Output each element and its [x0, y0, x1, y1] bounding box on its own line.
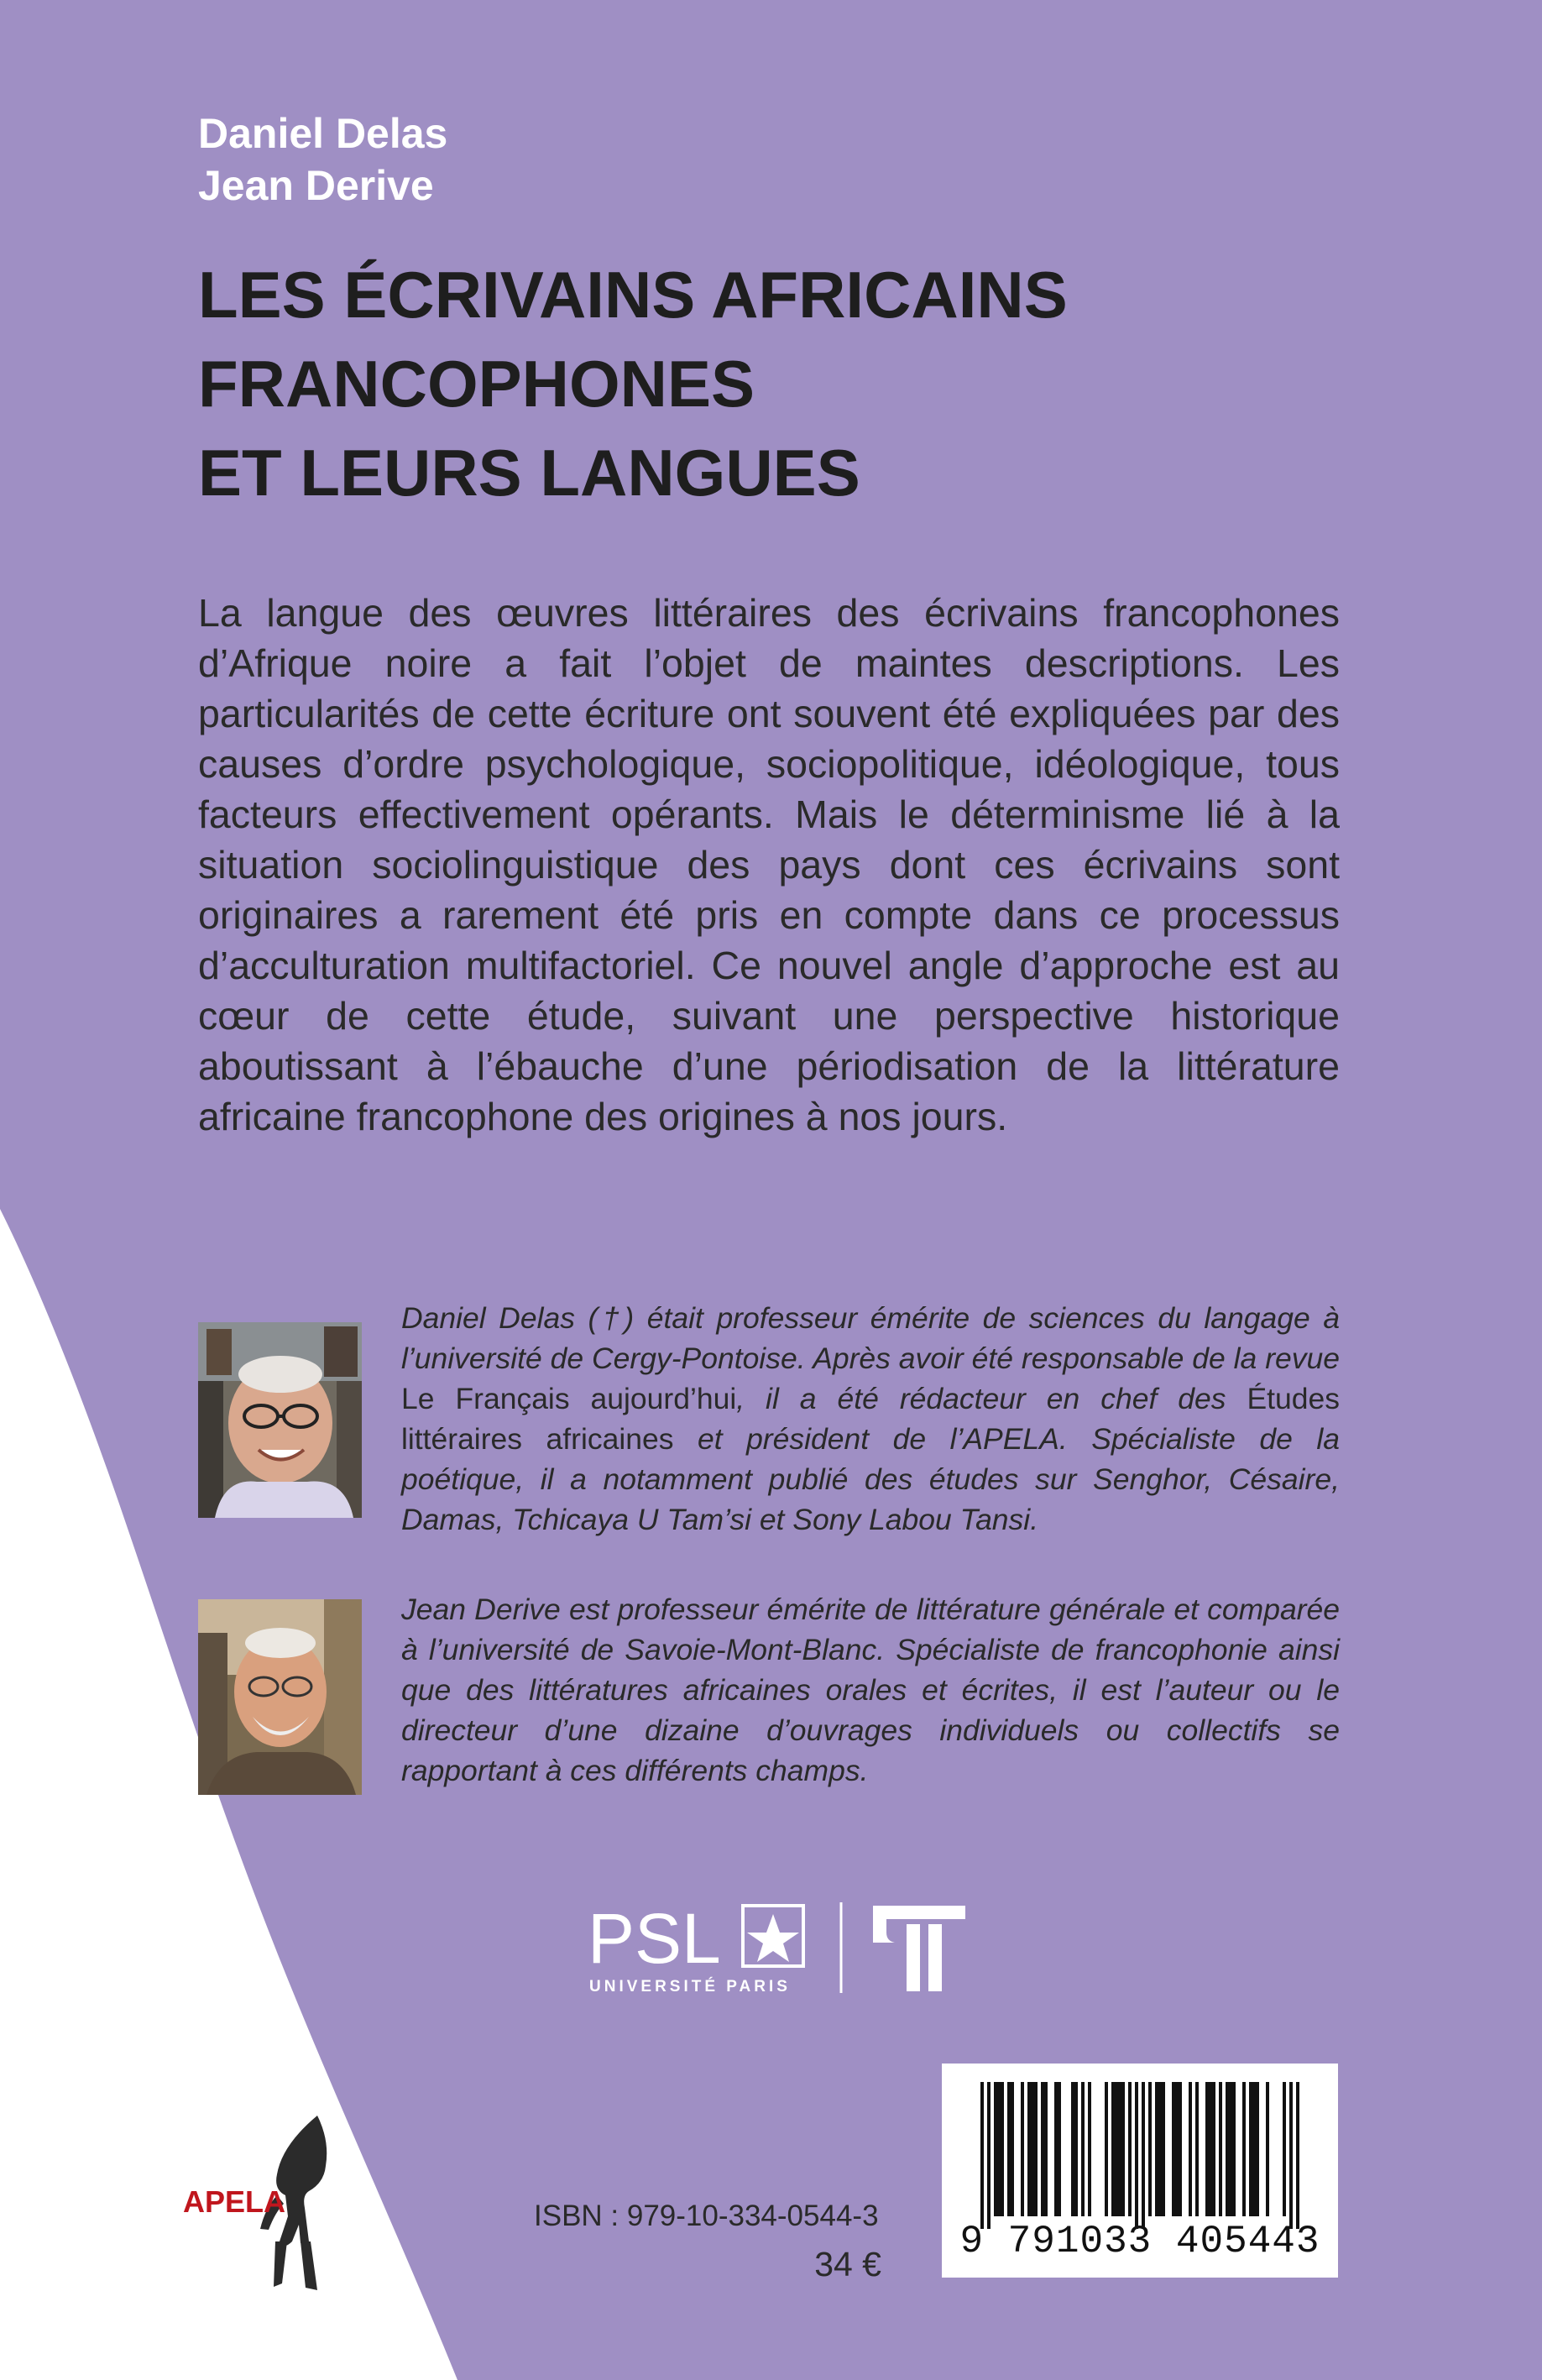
barcode-bar [980, 2082, 984, 2229]
book-title [198, 250, 1415, 517]
price-text: 34 € [814, 2245, 881, 2283]
barcode-bar [1011, 2082, 1014, 2216]
apela-logo [183, 2116, 384, 2309]
barcode-bar [1074, 2082, 1078, 2216]
title-line-2: FRANCOPHONES [198, 347, 755, 421]
journal-title-2: Études littéraires africaines [401, 1382, 1340, 1456]
barcode-bar [1209, 2082, 1212, 2216]
barcode-bar [1118, 2082, 1121, 2216]
barcode-bar [1205, 2082, 1209, 2216]
barcode-bar [1229, 2082, 1232, 2216]
barcode-bar [1007, 2082, 1011, 2216]
barcode-bar [1249, 2082, 1252, 2216]
barcode-bar [994, 2082, 997, 2216]
author-bio-derive [401, 1589, 1340, 1791]
bio-text-delas-3: et président de l’APELA. Spécialiste de la poétique, il a notamment publié des études sur Senghor, Césaire, Damas, Tchicaya U Tam’si et Sony Labou Tansi. [401, 1422, 1340, 1536]
authors [198, 107, 447, 212]
barcode-bar [1105, 2082, 1108, 2216]
barcode-bar [1232, 2082, 1236, 2216]
barcode-bar [1021, 2082, 1024, 2216]
apela-label: APELA [183, 2184, 286, 2219]
barcode-bar [1179, 2082, 1182, 2216]
author-photo-derive [198, 1599, 362, 1795]
barcode-bar [1158, 2082, 1162, 2216]
barcode-bar [1142, 2082, 1145, 2229]
bio-text-delas-2: , il a été rédacteur en chef des [736, 1382, 1247, 1415]
book-summary: La langue des œuvres littéraires des écrivains francophones d’Afrique noire a fait l’objet de maintes descriptions. Les particularités de cette écriture ont souvent été expliquées par des causes d’ordre psychologique, sociopolitique, idéologique, tous facteurs effectivement opérants. Mais le déterminisme lié à la situation sociolinguistique des pays dont ces écrivains sont originaires a rarement été pris en compte dans ce processus d’acculturation multifactoriel. Ce nouvel angle d’approche est au cœur de cette étude, suivant une perspective historique aboutissant à l’ébauche d’une périodisation de la littérature africaine francophone des origines à nos jours. [198, 591, 1340, 1138]
barcode-bar [1115, 2082, 1118, 2216]
barcode-bar [1252, 2082, 1256, 2216]
author-name-1: Daniel Delas [198, 110, 448, 157]
barcode-bar [1058, 2082, 1061, 2216]
barcode-bar [1111, 2082, 1115, 2216]
barcode-bar [1172, 2082, 1175, 2216]
author-bio-delas [401, 1298, 1340, 1540]
barcode-bar [1135, 2082, 1138, 2229]
barcode-bar [1283, 2082, 1286, 2216]
barcode-bar [1034, 2082, 1038, 2216]
barcode-bar [1189, 2082, 1192, 2216]
isbn-text: ISBN : 979-10-334-0544-3 [534, 2200, 879, 2232]
bio-name-derive: Jean Derive [401, 1593, 561, 1626]
barcode-bar [1044, 2082, 1048, 2216]
star-icon [743, 1906, 803, 1966]
barcode-bar [1242, 2082, 1246, 2216]
barcode-bar [1219, 2082, 1222, 2216]
barcode-bar [1001, 2082, 1004, 2216]
barcode-bar [1128, 2082, 1132, 2216]
barcode-bar [1296, 2082, 1299, 2229]
barcode-bar [987, 2082, 991, 2229]
barcode-digits: 9 791033 405443 [959, 2220, 1320, 2263]
title-line-3: ET LEURS LANGUES [198, 436, 860, 510]
barcode-bar [1175, 2082, 1179, 2216]
psl-subtitle: UNIVERSITÉ PARIS [589, 1978, 791, 1996]
author-name-2: Jean Derive [198, 162, 434, 209]
barcode-bar [1162, 2082, 1165, 2216]
barcode-bar [1081, 2082, 1085, 2216]
barcode-bar [1027, 2082, 1031, 2216]
bio-name-delas: Daniel Delas [401, 1301, 575, 1335]
psl-logo [588, 1899, 974, 2000]
bio-text-delas-1: (†) était professeur émérite de sciences du langage à l’université de Cergy-Pontoise. Après avoir été responsable de la revue [401, 1301, 1340, 1375]
barcode-bar [1041, 2082, 1044, 2216]
author-photo-delas [198, 1322, 362, 1518]
barcode-bar [1266, 2082, 1269, 2216]
barcode-bar [1195, 2082, 1199, 2216]
journal-title-1: Le Français aujourd’hui [401, 1382, 737, 1415]
barcode-bar [1088, 2082, 1091, 2216]
barcode-bar [1148, 2082, 1152, 2216]
barcode-bar [1054, 2082, 1058, 2216]
barcode-bar [997, 2082, 1001, 2216]
barcode-bar [1031, 2082, 1034, 2216]
barcode-bar [1289, 2082, 1293, 2229]
psl-text: PSL [588, 1899, 721, 1978]
barcode-bar [1226, 2082, 1229, 2216]
barcode-bar [1155, 2082, 1158, 2216]
barcode [942, 2064, 1338, 2278]
barcode-bar [1256, 2082, 1259, 2216]
barcode-bar [1071, 2082, 1074, 2216]
t-logo-icon [873, 1906, 965, 1991]
barcode-bar [1121, 2082, 1125, 2216]
title-line-1: LES ÉCRIVAINS AFRICAINS [198, 258, 1068, 332]
barcode-bar [1212, 2082, 1215, 2216]
bio-text-derive: est professeur émérite de littérature générale et comparée à l’université de Savoie-Mont-Blanc. Spécialiste de francophonie ainsi que des littératures africaines orales et écrites, il est l’auteur ou le directeur d’une dizaine d’ouvrages individuels ou collectifs se rapportant à ces différents champs. [401, 1593, 1340, 1787]
